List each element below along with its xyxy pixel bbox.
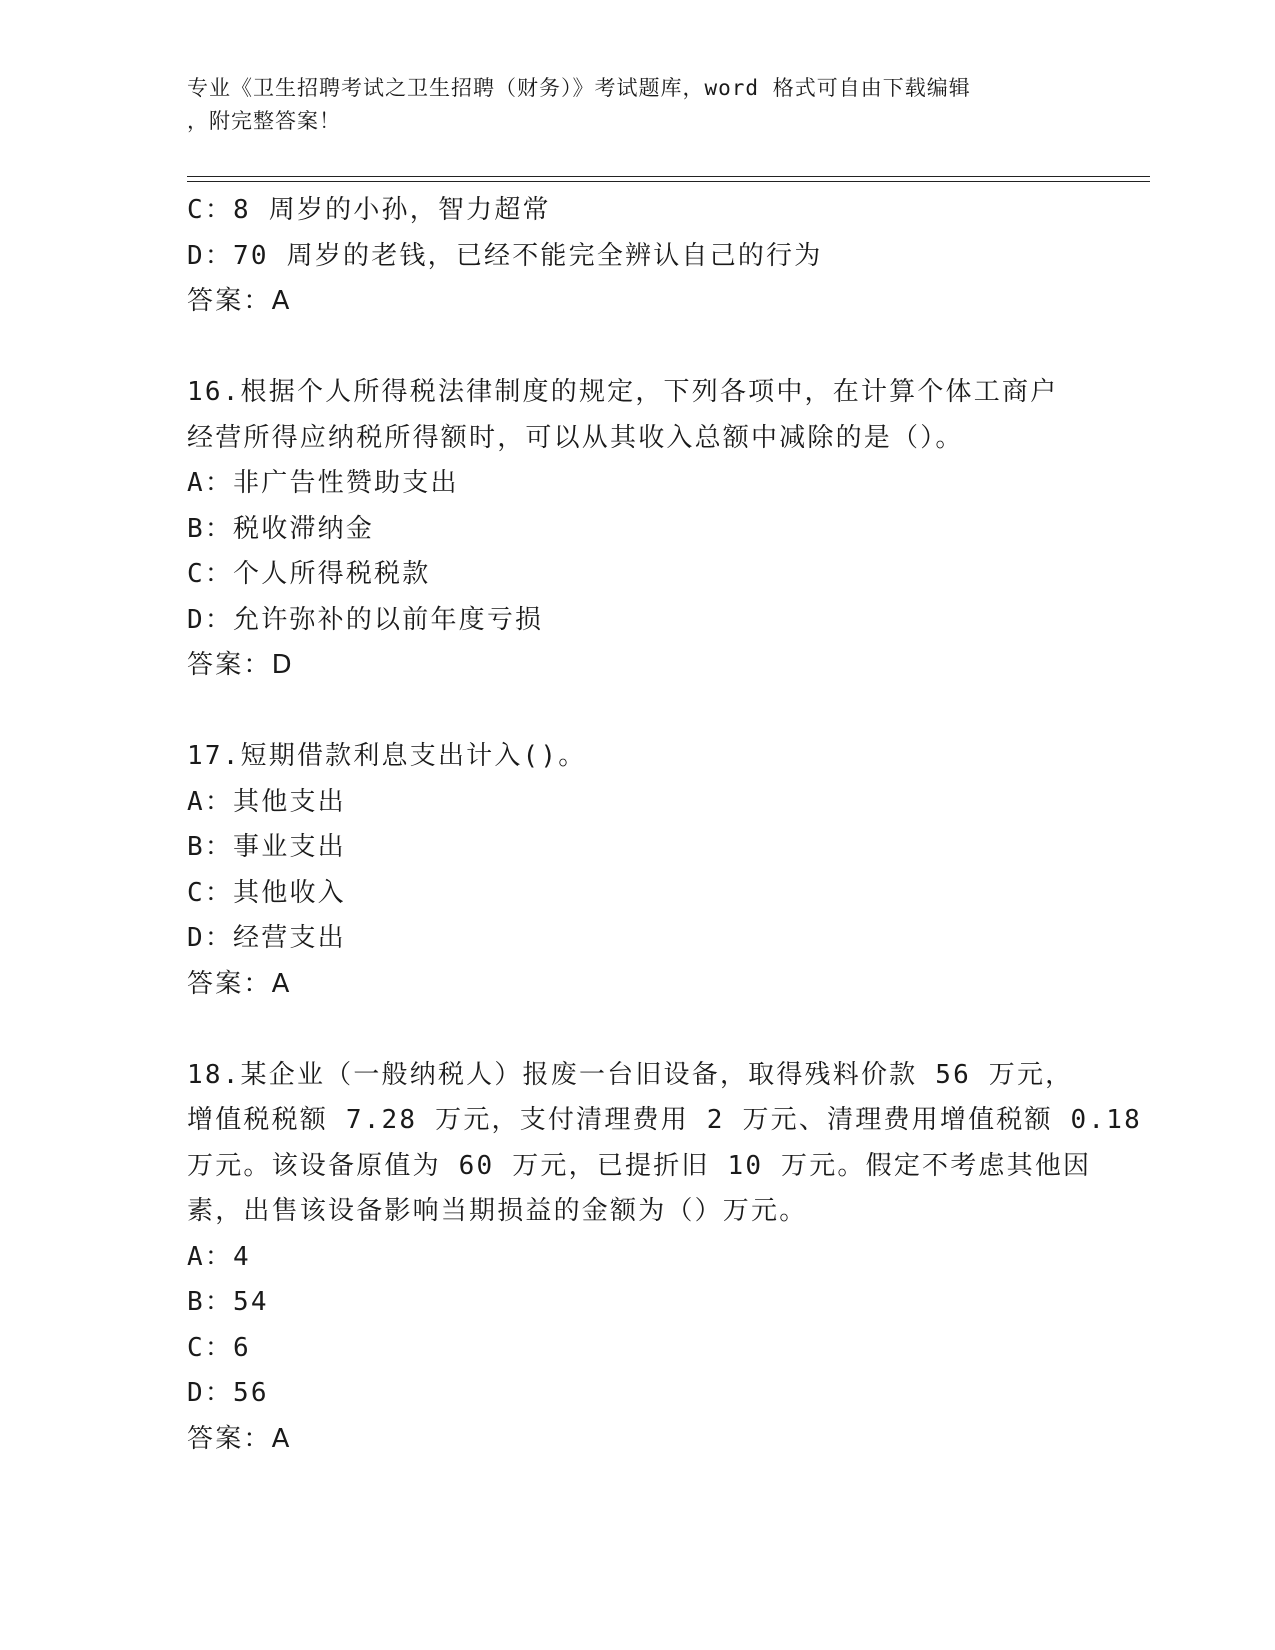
question-stem: 17.短期借款利息支出计入()。	[187, 741, 587, 771]
option-d: D：经营支出	[187, 923, 346, 953]
option-a: A：非广告性赞助支出	[187, 468, 459, 498]
option-a: A：4	[187, 1241, 251, 1272]
option-d: D：允许弥补的以前年度亏损	[187, 604, 544, 635]
question-16	[187, 370, 1087, 689]
header-title-continuation: ，附完整答案！	[187, 109, 341, 133]
answer-line: 答案：A	[187, 1423, 292, 1454]
question-18	[187, 1053, 1142, 1463]
option-c: C：个人所得税税款	[187, 559, 431, 589]
header-divider-top	[187, 176, 1150, 177]
option-c: C：其他收入	[187, 877, 346, 908]
question-stem: 经营所得应纳税所得额时，可以从其收入总额中减除的是（）。	[187, 422, 964, 453]
option-c: C：6	[187, 1332, 251, 1363]
header-divider-bottom	[187, 181, 1150, 182]
question-gap	[187, 1007, 1087, 1053]
option-b: B：税收滞纳金	[187, 513, 375, 544]
question-15-tail	[187, 188, 1087, 325]
option-a: A：其他支出	[187, 786, 346, 817]
document-header	[187, 72, 1067, 138]
answer-line: 答案：A	[187, 968, 292, 999]
option-b: B：事业支出	[187, 832, 346, 862]
question-stem: 素，出售该设备影响当期损益的金额为（）万元。	[187, 1196, 808, 1226]
question-stem: 16.根据个人所得税法律制度的规定，下列各项中，在计算个体工商户	[187, 377, 1059, 407]
answer-line: 答案：D	[187, 650, 294, 680]
header-title-line: 专业《卫生招聘考试之卫生招聘（财务）》考试题库，word 格式可自由下载编辑	[187, 76, 971, 100]
question-stem: 18.某企业（一般纳税人）报废一台旧设备，取得残料价款 56 万元，	[187, 1059, 1074, 1090]
option-d: D：70 周岁的老钱，已经不能完全辨认自己的行为	[187, 240, 823, 271]
question-stem: 增值税税额 7.28 万元，支付清理费用 2 万元、清理费用增值税额 0.18	[187, 1105, 1142, 1135]
question-17	[187, 734, 1087, 1007]
question-gap	[187, 689, 1087, 735]
question-list	[187, 188, 1142, 1462]
question-gap	[187, 325, 1087, 371]
answer-line: 答案：A	[187, 286, 292, 316]
option-b: B：54	[187, 1287, 269, 1317]
question-stem: 万元。该设备原值为 60 万元，已提折旧 10 万元。假定不考虑其他因	[187, 1150, 1092, 1181]
option-d: D：56	[187, 1378, 269, 1408]
option-c: C：8 周岁的小孙，智力超常	[187, 195, 551, 225]
